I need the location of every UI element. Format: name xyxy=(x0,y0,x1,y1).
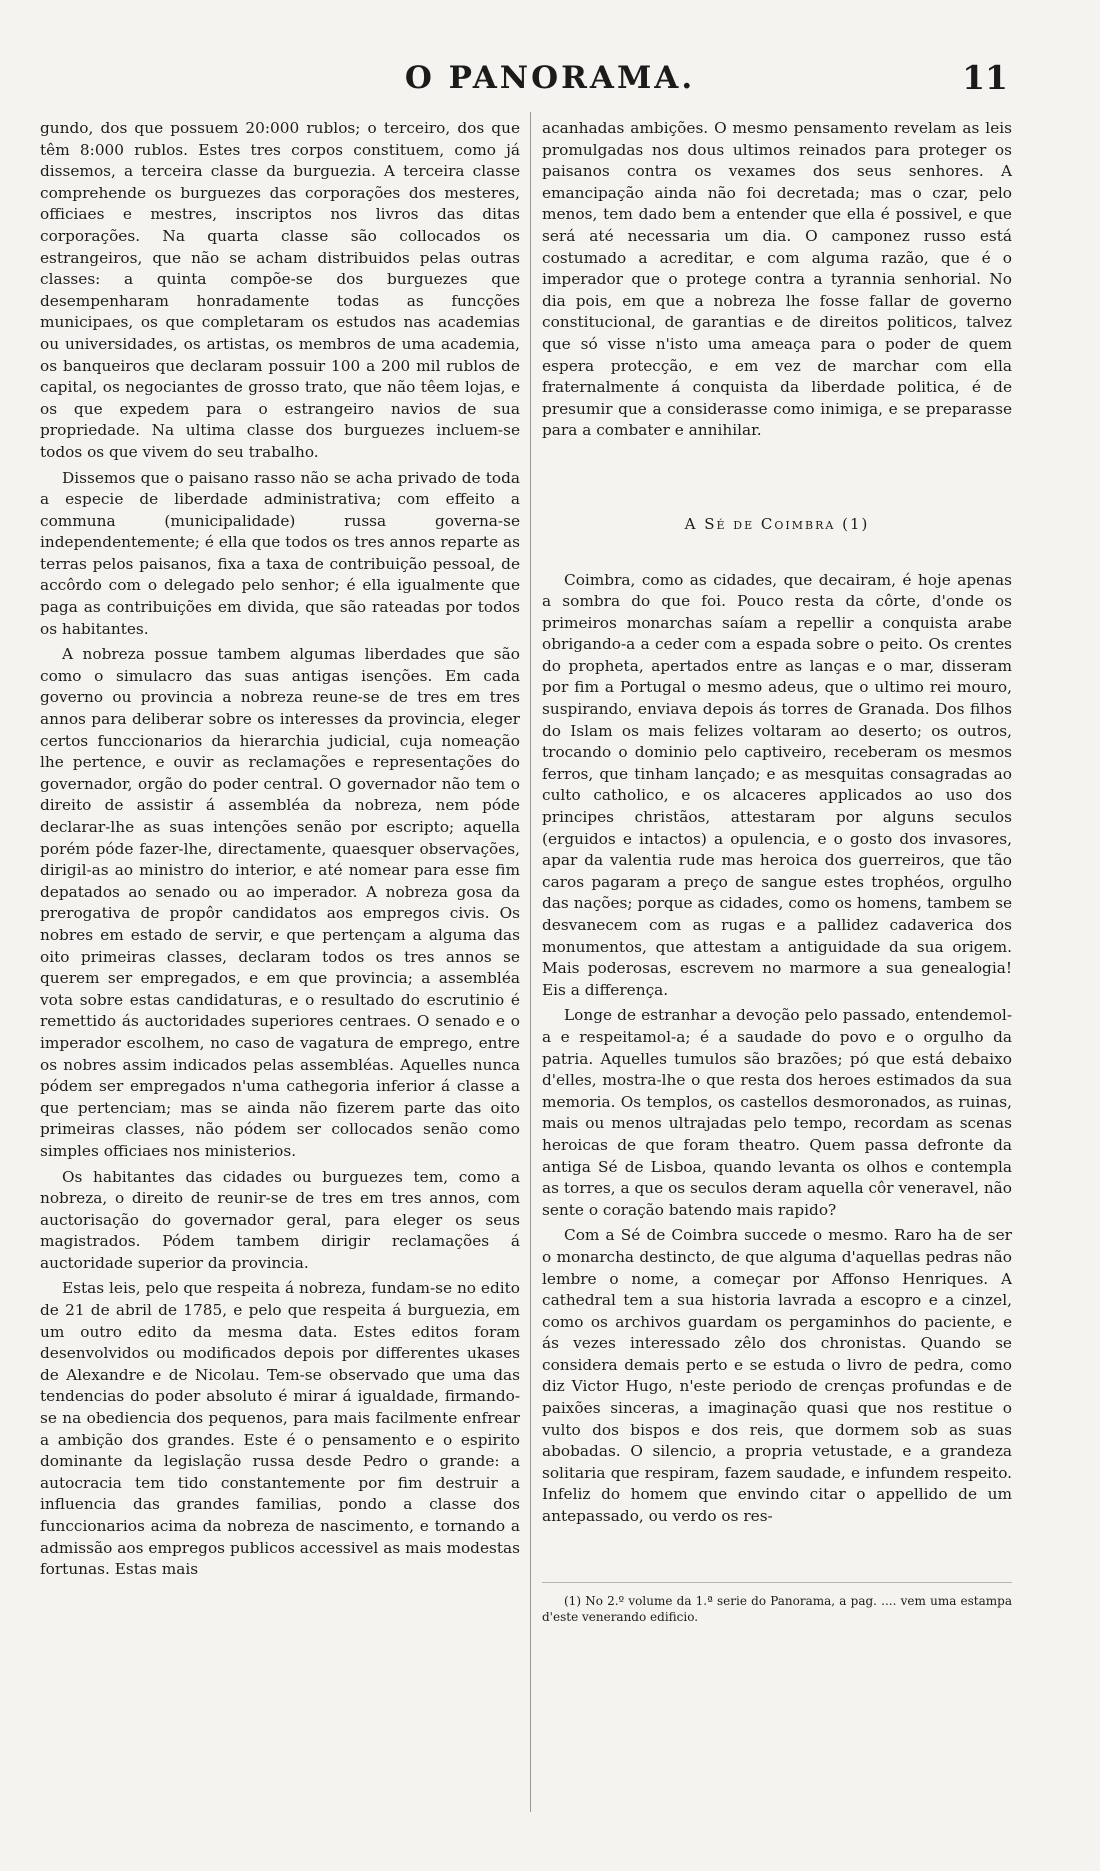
paragraph: Longe de estranhar a devoção pelo passado, entendemol-a e respeitamol-a; é a saudade do povo e o orgulho da patria. Aquelles tumulos são brazões; pó que está debaixo d'elles, mostra-lhe o que resta dos heroes estimados da sua memoria. Os templos, os castellos desmoronados, as ruinas, mais ou menos ultrajadas pelo tempo, recordam as scenas heroicas de que foram theatro. Quem passa defronte da antiga Sé de Lisboa, quando levanta os olhos e contempla as torres, a que os seculos deram aquella côr veneravel, não sente o coração batendo mais rapido? xyxy=(542,1006,1012,1219)
left-column xyxy=(40,118,520,1585)
page-number: 11 xyxy=(962,58,1008,97)
section-heading: A Sé de Coimbra (1) xyxy=(684,514,870,533)
paragraph: acanhadas ambições. O mesmo pensamento revelam as leis promulgadas nos dous ultimos reinados para proteger os paisanos contra os vexames dos seus senhores. A emancipação ainda não foi decretada; mas o czar, pelo menos, tem dado bem a entender que ella é possivel, e que será até necessaria um dia. O camponez russo está costumado a acreditar, e com alguma razão, que é o imperador que o protege contra a tyrannia senhorial. No dia pois, em que a nobreza lhe fosse fallar de governo constitucional, de garantias e de direitos politicos, talvez que só visse n'isto uma ameaça para o poder de quem espera protecção, e em vez de marchar com ella fraternalmente á conquista da liberdade politica, é de presumir que a considerasse como inimiga, e se preparasse para a combater e annihilar. xyxy=(542,119,1012,440)
page-title: O PANORAMA. xyxy=(404,60,696,96)
right-column xyxy=(542,118,1012,1625)
paragraph: A nobreza possue tambem algumas liberdades que são como o simulacro das suas antigas isenções. Em cada governo ou provincia a nobreza reune-se de tres em tres annos para deliberar sobre os interesses da provincia, eleger certos funccionarios da hierarchia judicial, cuja nomeação lhe pertence, e ouvir as reclamações e representações do governador, orgão do poder central. O governador não tem o direito de assistir á assembléa da nobreza, nem póde declarar-lhe as suas intenções senão por escripto; aquella porém póde fazer-lhe, directamente, quaesquer observações, dirigil-as ao ministro do interior, e até nomear para esse fim depatados ao senado ou ao imperador. A nobreza gosa da prerogativa de propôr candidatos aos empregos civis. Os nobres em estado de servir, e que pertençam a alguma das oito primeiras classes, declaram todos os tres annos se querem ser empregados, e em que provincia; a assembléa vota sobre estas candidaturas, e o resultado do escrutinio é remettido ás auctoridades superiores centraes. O senado e o imperador escolhem, no caso de vagatura de emprego, entre os nobres assim indicados pelas assembléas. Aquelles nunca pódem ser empregados n'uma cathegoria inferior á classe a que pertenciam; mas se ainda não fizerem parte das oito primeiras classes, não pódem ser collocados senão como simples officiaes nos ministerios. xyxy=(40,645,520,1160)
paragraph: Coimbra, como as cidades, que decairam, é hoje apenas a sombra do que foi. Pouco resta da côrte, d'onde os primeiros monarchas saíam a repellir a conquista arabe obrigando-a a ceder com a espada sobre o peito. Os crentes do propheta, apertados entre as lanças e o mar, disseram por fim a Portugal o mesmo adeus, que o ultimo rei mouro, suspirando, enviava depois ás torres de Granada. Dos filhos do Islam os mais felizes voltaram ao deserto; os outros, trocando o dominio pelo captiveiro, receberam os mesmos ferros, que tinham lançado; e as mesquitas consagradas ao culto catholico, e os alcaceres applicados ao uso dos principes christãos, attestaram por alguns seculos (erguidos e intactos) a opulencia, e o gosto dos invasores, apar da valentia rude mas heroica dos guerreiros, que tão caros pagaram a preço de sangue estes trophéos, orgulho das nações; porque as cidades, como os homens, tambem se desvanecem com as rugas e a pallidez cadaverica dos monumentos, que attestam a antiguidade da sua origem. Mais poderosas, escrevem no marmore a sua genealogia! Eis a differença. xyxy=(542,570,1012,999)
footnote: (1) No 2.º volume da 1.ª serie do Panorama, a pag. .... vem uma estampa d'este venerando edificio. xyxy=(542,1593,1012,1624)
paragraph: Os habitantes das cidades ou burguezes tem, como a nobreza, o direito de reunir-se de tres em tres annos, com auctorisação do governador geral, para eleger os seus magistrados. Pódem tambem dirigir reclamações á auctoridade superior da provincia. xyxy=(40,1167,520,1272)
paragraph: Estas leis, pelo que respeita á nobreza, fundam-se no edito de 21 de abril de 1785, e pelo que respeita á burguezia, em um outro edito da mesma data. Estes editos foram desenvolvidos ou modificados depois por differentes ukases de Alexandre e de Nicolau. Tem-se observado que uma das tendencias do poder absoluto é mirar á igualdade, firmando-se na obediencia dos pequenos, para mais facilmente enfrear a ambição dos grandes. Este é o pensamento e o espirito dominante da legislação russa desde Pedro o grande: a autocracia tem tido constantemente por fim destruir a influencia das grandes familias, pondo a classe dos funccionarios acima da nobreza de nascimento, e tornando a admissão aos empregos publicos accessivel as mais modestas fortunas. Estas mais xyxy=(40,1279,520,1579)
paragraph: Com a Sé de Coimbra succede o mesmo. Raro ha de ser o monarcha destincto, de que alguma d'aquellas pedras não lembre o nome, a começar por Affonso Henriques. A cathedral tem a sua historia lavrada a escopro e a cinzel, como os archivos guardam os pergaminhos do paciente, e ás vezes interessado zêlo dos chronistas. Quando se considera demais perto e se estuda o livro de pedra, como diz Victor Hugo, n'este periodo de crenças profundas e de paixões sinceras, a imaginação quasi que nos restitue o vulto dos bispos e dos reis, que dormem sob as suas abobadas. O silencio, a propria vetustade, e a grandeza solitaria que respiram, fazem saudade, e infundem respeito. Infeliz do homem que envindo citar o appellido de um antepassado, ou verdo os res- xyxy=(542,1226,1012,1526)
footnote-divider xyxy=(542,1582,1012,1583)
paragraph: gundo, dos que possuem 20:000 rublos; o terceiro, dos que têm 8:000 rublos. Estes tres corpos constituem, como já dissemos, a terceira classe da burguezia. A terceira classe comprehende os burguezes das corporações dos mesteres, officiaes e mestres, inscriptos nos livros das ditas corporações. Na quarta classe são collocados os estrangeiros, que não se acham distribuidos pelas outras classes: a quinta compõe-se dos burguezes que desempenharam honradamente todas as funcções municipaes, os que completaram os estudos nas academias ou universidades, os artistas, os membros de uma academia, os banqueiros que declaram possuir 100 a 200 mil rublos de capital, os negociantes de grosso trato, que não têem lojas, e os que expedem para o estrangeiro navios de sua propriedade. Na ultima classe dos burguezes incluem-se todos os que vivem do seu trabalho. xyxy=(40,119,520,461)
paragraph: Dissemos que o paisano rasso não se acha privado de toda a especie de liberdade administrativa; com effeito a communa (municipalidade) russa governa-se independentemente; é ella que todos os tres annos reparte as terras pelos paisanos, fixa a taxa de contribuição pessoal, de accôrdo com o delegado pelo senhor; é ella igualmente que paga as contribuições em divida, que são rateadas por todos os habitantes. xyxy=(40,468,520,638)
page-header xyxy=(0,52,1100,102)
column-divider xyxy=(530,112,531,1812)
